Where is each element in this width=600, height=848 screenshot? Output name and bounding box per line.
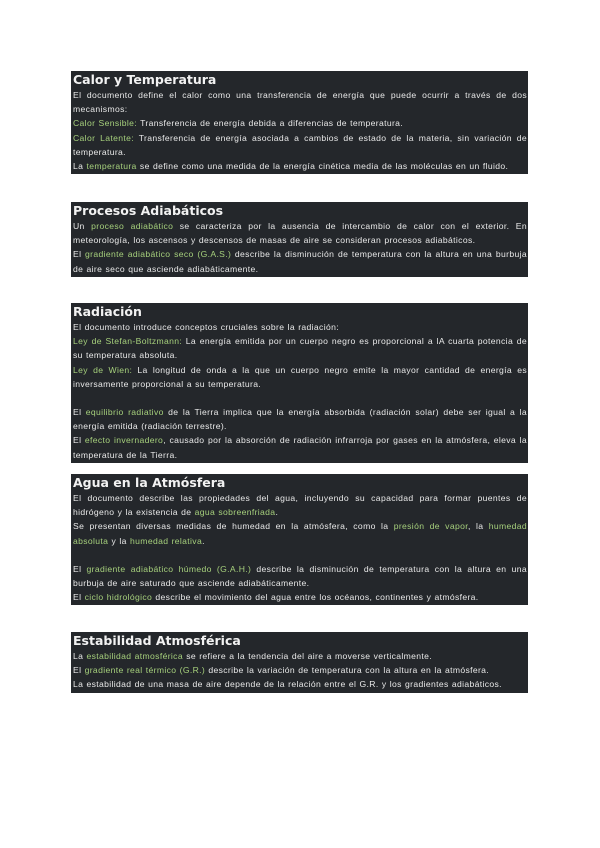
paragraph-text: describe la disminución de temperatura con la altura en una burbuja de aire saturado que asciende adiabáticamente. (73, 563, 527, 589)
paragraph-text: La (73, 651, 87, 661)
section-agua-en-la-atmosfera (71, 474, 528, 605)
paragraph (73, 519, 527, 547)
paragraph-text: El (73, 563, 87, 574)
paragraph-text: describe el movimiento del agua entre los océanos, continentes y atmósfera. (152, 592, 479, 603)
highlight-term: efecto invernadero (84, 435, 164, 446)
paragraph-text: describe la variación de temperatura con la altura en la atmósfera. (205, 665, 490, 676)
paragraph-text: Un (73, 221, 92, 231)
paragraph-text: describe la disminución de temperatura con la altura en una burbuja de aire seco que asciende adiabáticamente. (73, 249, 527, 274)
paragraph (73, 247, 527, 275)
highlight-term: equilibrio radiativo (85, 407, 164, 418)
section-procesos-adiabaticos (71, 202, 528, 277)
section-title: Estabilidad Atmosférica (73, 633, 241, 648)
paragraph-text: Transferencia de energía asociada a cambios de estado de la materia, sin variación de temperatura. (73, 132, 527, 157)
paragraph (73, 116, 527, 130)
spacer (73, 391, 527, 405)
highlight-term: humedad absoluta (73, 521, 527, 546)
paragraph-text: El (73, 435, 85, 446)
paragraph-text: , causado por la absorción de radiación infrarroja por gases en la atmósfera, eleva la temperatura de la Tierra. (73, 435, 527, 460)
highlight-term: Ley de Stefan-Boltzmann: (73, 336, 183, 347)
paragraph-text: de la Tierra implica que la energía absorbida (radiación solar) debe ser igual a la energía emitida (radiación terrestre). (73, 407, 527, 432)
section-title: Radiación (73, 304, 142, 319)
paragraph: La estabilidad de una masa de aire depende de la relación entre el G.R. y los gradientes adiabáticos. (73, 679, 502, 690)
paragraph-text: y la (108, 535, 131, 546)
paragraph: El documento define el calor como una transferencia de energía que puede ocurrir a través de dos mecanismos: (73, 90, 527, 115)
paragraph-text: . (275, 507, 279, 518)
paragraph (73, 663, 527, 677)
paragraph (73, 363, 527, 391)
paragraph (73, 491, 527, 519)
paragraph (73, 334, 527, 362)
highlight-term: humedad relativa (130, 535, 203, 546)
paragraph (73, 562, 527, 590)
paragraph-text: , la (467, 521, 489, 532)
section-title: Calor y Temperatura (73, 72, 217, 87)
paragraph-text: La longitud de onda a la que un cuerpo negro emite la mayor cantidad de energía es inversamente proporcional a su temperatura. (73, 364, 527, 389)
highlight-term: gradiente real térmico (G.R.) (84, 665, 206, 676)
highlight-term: Calor Sensible: (73, 118, 138, 129)
paragraph-text: Transferencia de energía debida a diferencias de temperatura. (137, 118, 404, 129)
paragraph-text: Se presentan diversas medidas de humedad en la atmósfera, como la (73, 521, 394, 532)
paragraph-text: se define como una medida de la energía cinética media de las moléculas en un fluido. (136, 161, 509, 172)
section-estabilidad-atmosferica (71, 632, 528, 693)
section-title: Procesos Adiabáticos (73, 203, 224, 218)
paragraph (73, 219, 527, 247)
paragraph (73, 405, 527, 433)
paragraph-text: El documento describe las propiedades del agua, incluyendo su capacidad para formar puentes de hidrógeno y la existencia de (73, 493, 527, 518)
paragraph-text: La (73, 161, 87, 172)
paragraph (73, 159, 527, 173)
paragraph (73, 131, 527, 159)
spacer (73, 548, 527, 562)
highlight-term: ciclo hidrológico (84, 592, 153, 603)
highlight-term: agua sobreenfriada (194, 507, 276, 518)
paragraph-text: El (73, 249, 86, 260)
highlight-term: Calor Latente: (73, 132, 135, 143)
paragraph-text: El (73, 665, 85, 676)
paragraph (73, 649, 527, 663)
paragraph: El documento introduce conceptos cruciales sobre la radiación: (73, 322, 339, 332)
section-title: Agua en la Atmósfera (73, 475, 226, 490)
highlight-term: estabilidad atmosférica (86, 651, 183, 661)
paragraph-text: El (73, 407, 86, 418)
highlight-term: temperatura (86, 161, 137, 172)
paragraph-text: La energía emitida por un cuerpo negro es proporcional a lA cuarta potencia de su temperatura absoluta. (73, 336, 527, 361)
paragraph (73, 590, 527, 604)
paragraph-text: El (73, 592, 85, 603)
section-calor-y-temperatura (71, 71, 528, 174)
highlight-term: Ley de Wien: (73, 364, 133, 375)
highlight-term: gradiente adiabático húmedo (G.A.H.) (86, 563, 252, 574)
section-radiacion (71, 303, 528, 463)
paragraph-text: . (202, 535, 205, 546)
paragraph-text: se refiere a la tendencia del aire a moverse verticalmente. (182, 651, 433, 661)
highlight-term: gradiente adiabático seco (G.A.S.) (85, 249, 232, 260)
highlight-term: presión de vapor (393, 521, 468, 532)
paragraph (73, 433, 527, 461)
highlight-term: proceso adiabático (91, 221, 174, 231)
paragraph-text: se caracteriza por la ausencia de intercambio de calor con el exterior. En meteorología, los ascensos y descensos de masas de aire se consideran procesos adiabáticos. (73, 221, 527, 246)
